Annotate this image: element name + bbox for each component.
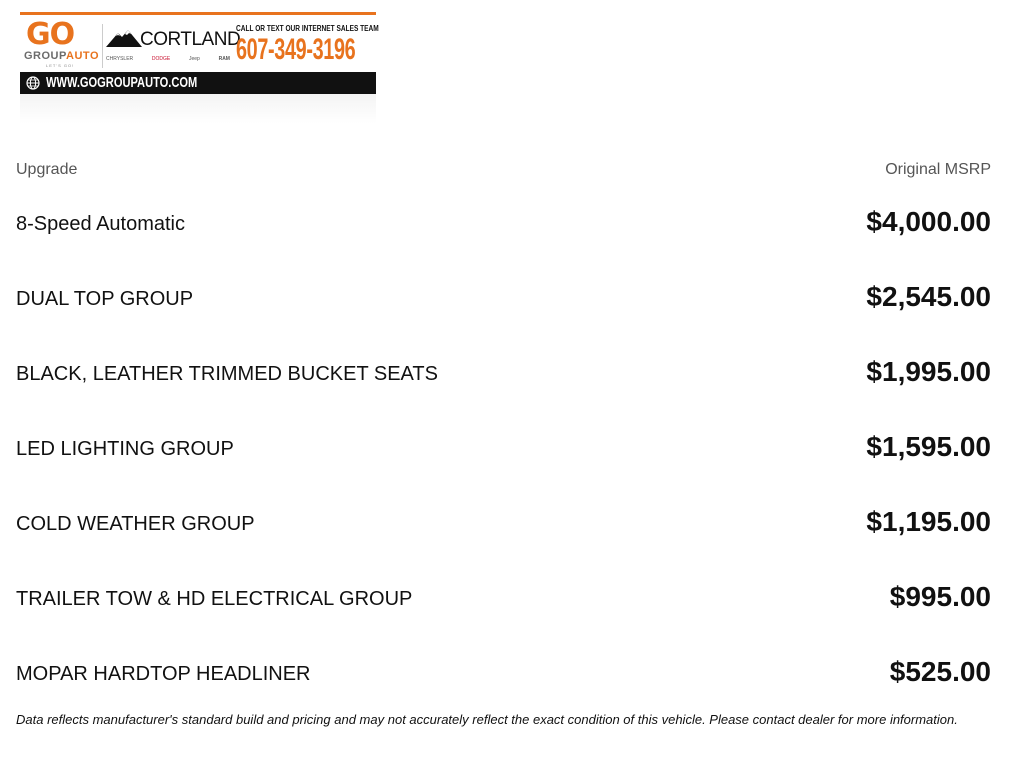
option-name: BLACK, LEATHER TRIMMED BUCKET SEATS (16, 363, 438, 385)
option-price: $1,595.00 (866, 431, 991, 462)
option-name: TRAILER TOW & HD ELECTRICAL GROUP (16, 588, 413, 610)
table-row (16, 347, 991, 422)
brand-jeep-logo: Jeep (188, 56, 200, 62)
disclaimer-text: Data reflects manufacturer's standard build and pricing and may not accurately reflect the exact condition of this vehicle. Please contact dealer for more information. (16, 712, 958, 727)
options-list (16, 197, 991, 722)
option-price: $525.00 (889, 656, 991, 687)
go-logo-name-group: GROUP (24, 50, 67, 62)
brand-ram-logo: RAM (218, 56, 230, 62)
option-name: MOPAR HARDTOP HEADLINER (16, 663, 311, 685)
upgrade-column-header: Upgrade (16, 161, 78, 178)
option-name: 8-Speed Automatic (16, 213, 185, 235)
table-row (16, 497, 991, 572)
banner-accent-line (20, 12, 376, 15)
options-table-header (16, 160, 991, 180)
option-price: $4,000.00 (866, 206, 991, 237)
dealer-banner[interactable] (20, 12, 379, 124)
banner-divider (102, 24, 103, 68)
option-price: $995.00 (889, 581, 991, 612)
mountain-icon (106, 28, 142, 48)
globe-icon (26, 76, 40, 90)
option-price: $1,995.00 (866, 356, 991, 387)
banner-fade (20, 94, 376, 124)
brand-logos (106, 54, 230, 64)
go-logo-name-auto: AUTO (66, 50, 99, 62)
option-price: $2,545.00 (866, 281, 991, 312)
table-row (16, 272, 991, 347)
brand-chrysler-logo: CHRYSLER (106, 56, 134, 62)
phone-number: 607-349-3196 (236, 33, 356, 66)
table-row (16, 422, 991, 497)
option-name: LED LIGHTING GROUP (16, 438, 234, 460)
option-price: $1,195.00 (866, 506, 991, 537)
table-row (16, 572, 991, 647)
option-name: COLD WEATHER GROUP (16, 513, 255, 535)
dealer-name: CORTLAND (140, 29, 241, 50)
option-name: DUAL TOP GROUP (16, 288, 194, 310)
go-logo-name (24, 50, 99, 62)
contact-info (234, 24, 379, 70)
table-row (16, 647, 991, 722)
table-row (16, 197, 991, 272)
go-logo-mark: GO (26, 17, 75, 52)
brand-dodge-logo: DODGE (151, 56, 171, 62)
cortland-logo (106, 26, 241, 70)
msrp-column-header: Original MSRP (885, 161, 991, 178)
website-url: WWW.GOGROUPAUTO.COM (46, 74, 198, 91)
website-bar (20, 72, 376, 94)
go-logo-tagline: LET'S GO! (46, 63, 75, 68)
go-group-auto-logo (24, 17, 100, 70)
contact-cta: CALL OR TEXT OUR INTERNET SALES TEAM (236, 24, 379, 33)
